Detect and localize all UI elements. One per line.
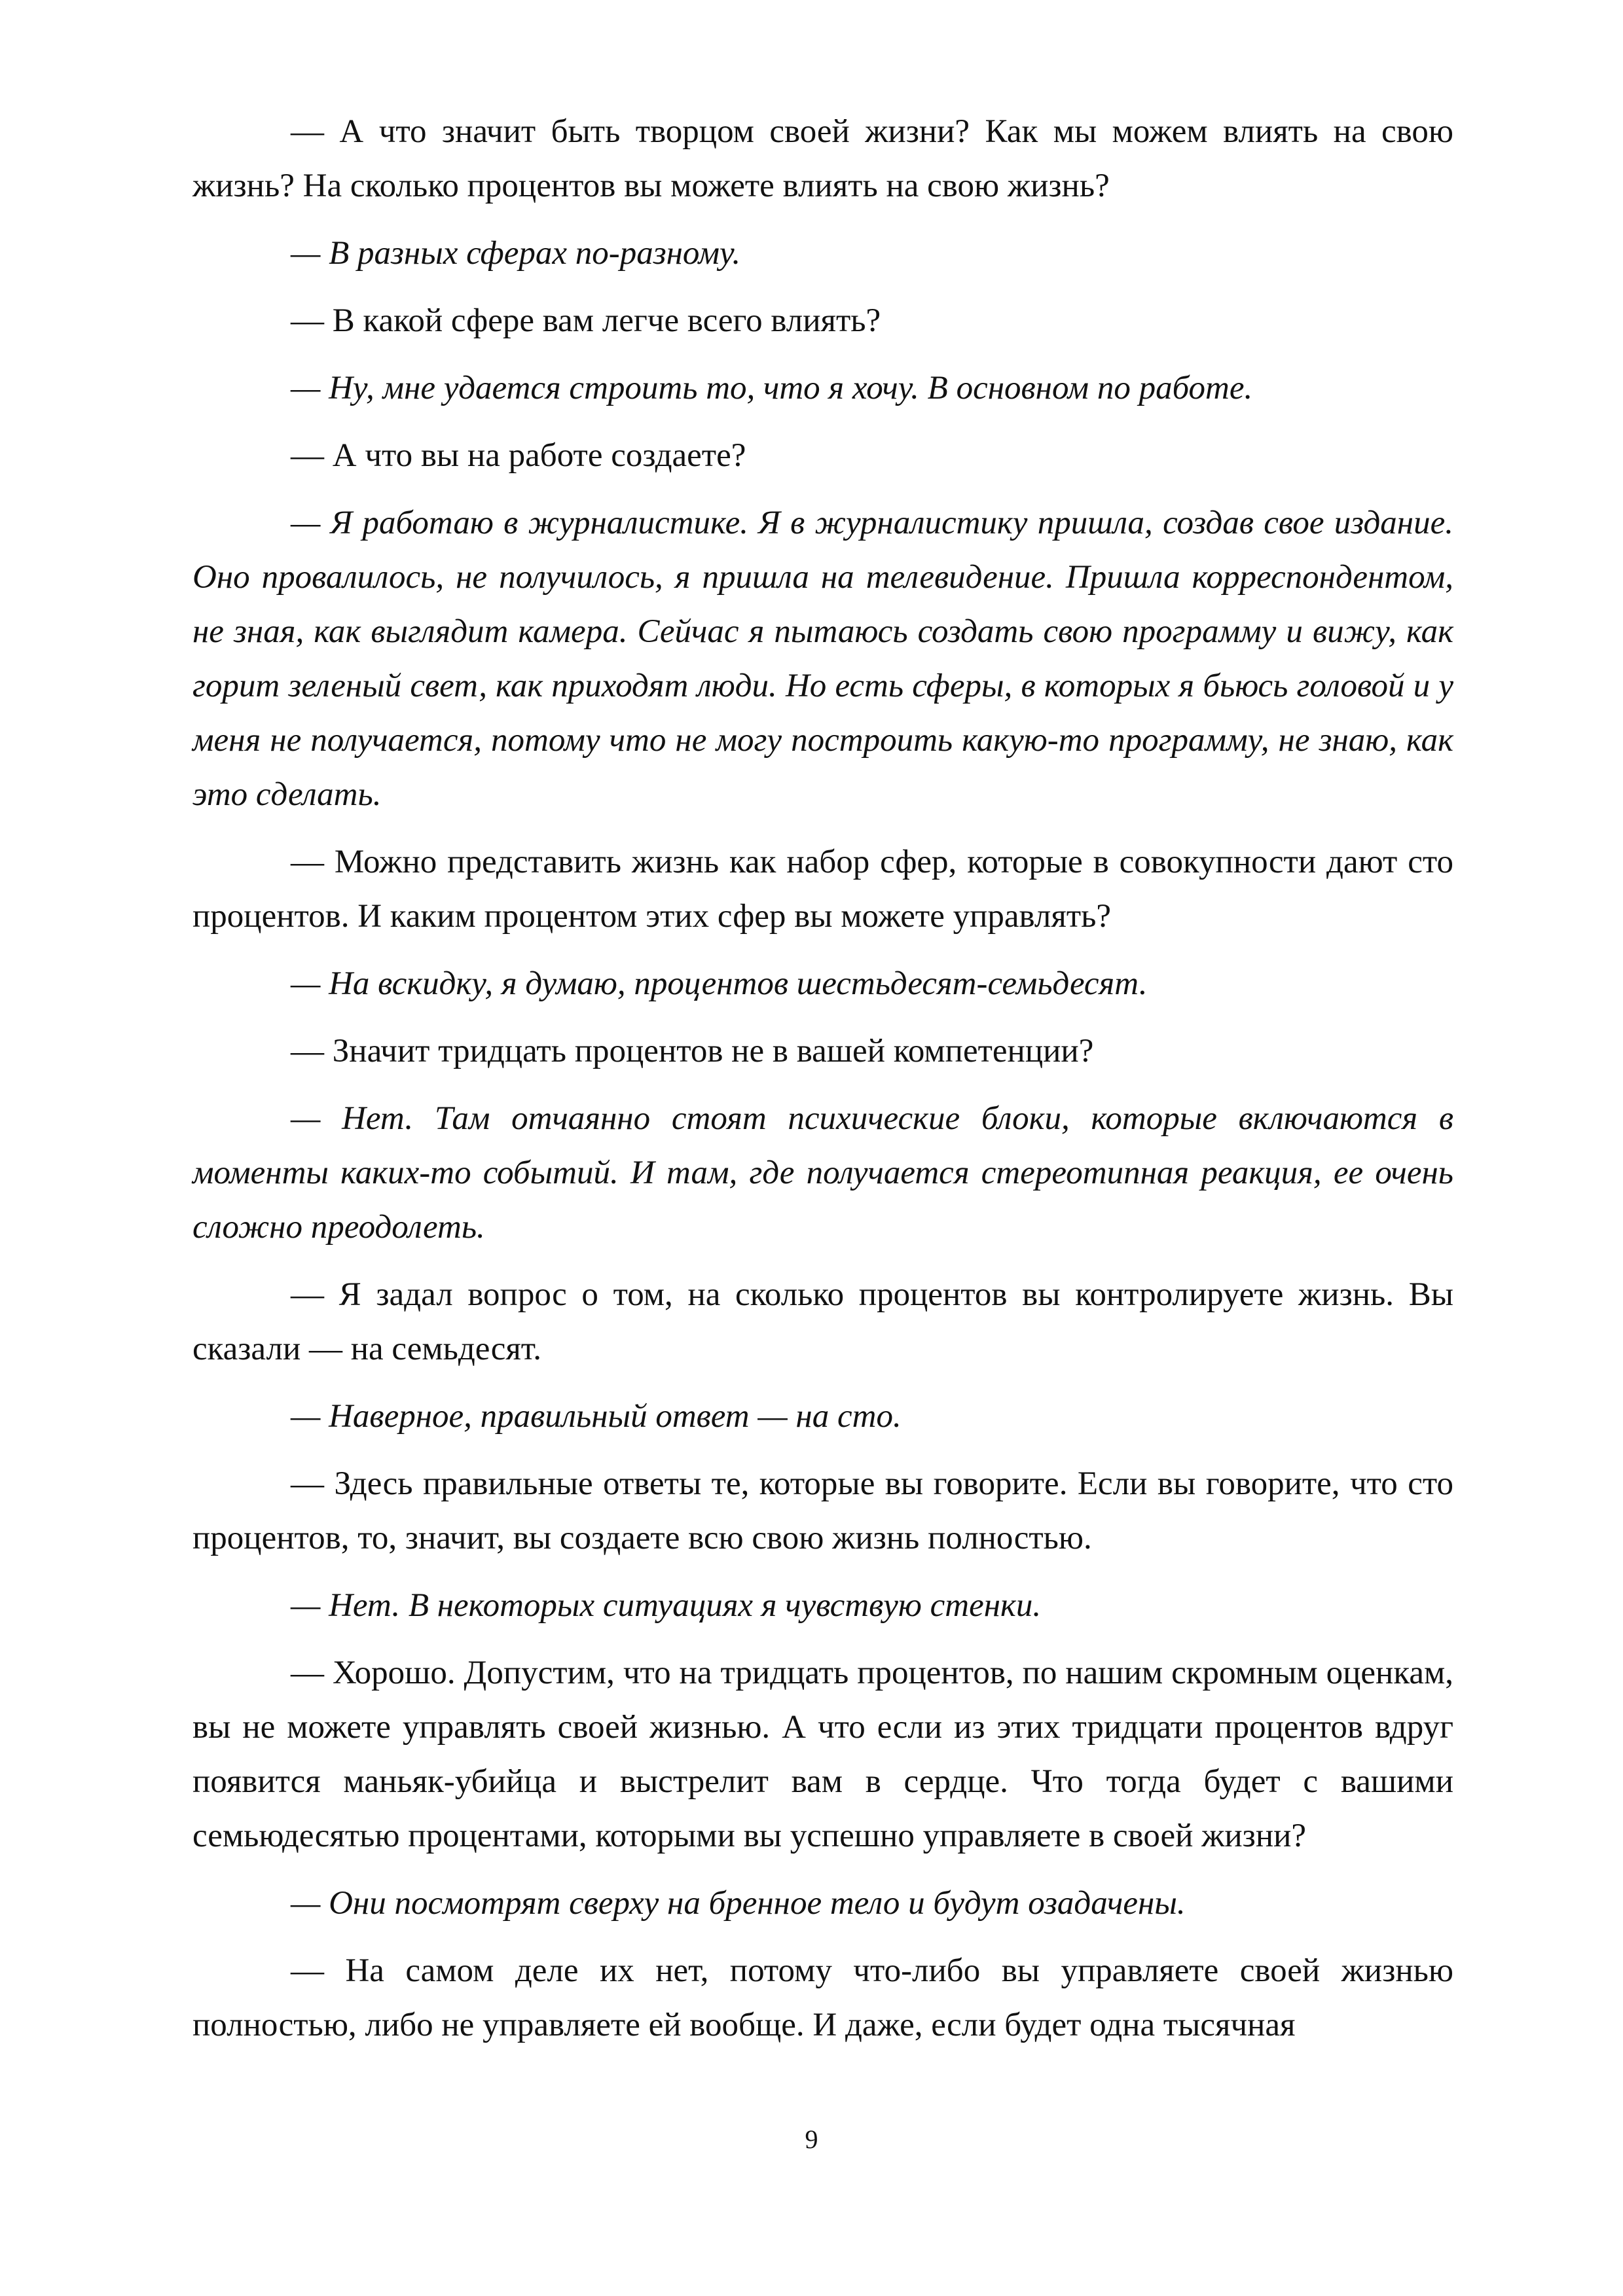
paragraph-question: — На самом деле их нет, потому что-либо вы управляете своей жизнью полностью, либо не управляете ей вообще. И даже, если будет одна тысячная	[192, 1952, 1453, 2043]
paragraph-answer: — Нет. В некоторых ситуациях я чувствую стенки.	[291, 1587, 1042, 1624]
paragraph-question: — Хорошо. Допустим, что на тридцать процентов, по нашим скромным оценкам, вы не можете управлять своей жизнью. А что если из этих тридцати процентов вдруг появится маньяк-убийца и выстрелит вам в сердце. Что тогда будет с вашими семьюдесятью процентами, которыми вы успешно управляете в своей жизни?	[192, 1655, 1453, 1854]
page-number: 9	[805, 2125, 818, 2154]
paragraph-question: — А что значит быть творцом своей жизни? Как мы можем влиять на свою жизнь? На сколько процентов вы можете влиять на свою жизнь?	[192, 113, 1453, 204]
paragraph-question: — В какой сфере вам легче всего влиять?	[291, 302, 881, 339]
paragraph-answer: — В разных сферах по-разному.	[291, 235, 741, 272]
paragraph-answer: — Наверное, правильный ответ — на сто.	[291, 1398, 902, 1435]
paragraph-question: — Значит тридцать процентов не в вашей компетенции?	[291, 1033, 1094, 1069]
paragraph-question: — А что вы на работе создаете?	[291, 437, 746, 474]
page-body	[192, 105, 1453, 2066]
paragraph-question: — Я задал вопрос о том, на сколько процентов вы контролируете жизнь. Вы сказали — на семьдесят.	[192, 1276, 1453, 1367]
paragraph-answer: — Они посмотрят сверху на бренное тело и будут озадачены.	[291, 1885, 1186, 1922]
paragraph-answer: — На вскидку, я думаю, процентов шестьдесят-семьдесят.	[291, 965, 1148, 1002]
paragraph-question: — Здесь правильные ответы те, которые вы говорите. Если вы говорите, что сто процентов, то, значит, вы создаете всю свою жизнь полностью.	[192, 1465, 1453, 1556]
paragraph-answer: — Нет. Там отчаянно стоят психические блоки, которые включаются в моменты каких-то событий. И там, где получается стереотипная реакция, ее очень сложно преодолеть.	[192, 1100, 1453, 1246]
paragraph-answer: — Ну, мне удается строить то, что я хочу. В основном по работе.	[291, 370, 1253, 406]
paragraph-question: — Можно представить жизнь как набор сфер, которые в совокупности дают сто процентов. И каким процентом этих сфер вы можете управлять?	[192, 844, 1453, 935]
paragraph-answer: — Я работаю в журналистике. Я в журналистику пришла, создав свое издание. Оно провалилось, не получилось, я пришла на телевидение. Пришла корреспондентом, не зная, как выглядит камера. Сейчас я пытаюсь создать свою программу и вижу, как горит зеленый свет, как приходят люди. Но есть сферы, в которых я бьюсь головой и у меня не получается, потому что не могу построить какую-то программу, не знаю, как это сделать.	[192, 505, 1453, 813]
